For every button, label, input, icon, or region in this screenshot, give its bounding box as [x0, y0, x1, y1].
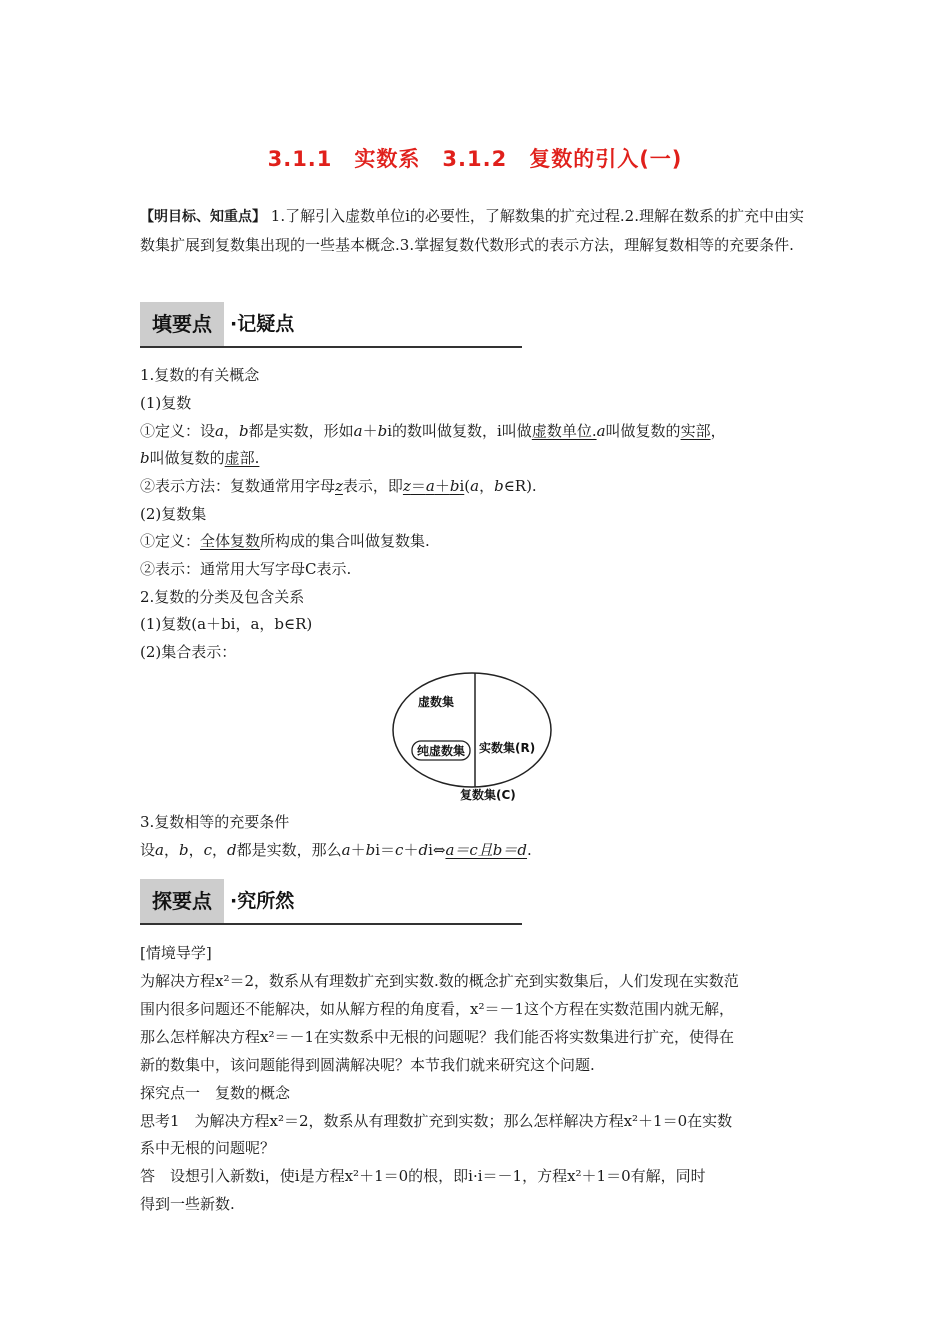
- think-1-line-1: 思考1 为解决方程x²＝2，数系从有理数扩充到实数；那么怎样解决方程x²＋1＝0在实数: [140, 1112, 733, 1130]
- heading-equality: 3.复数相等的充要条件: [140, 813, 290, 831]
- intro-line-4: 新的数集中，该问题能得到圆满解决呢？本节我们就来研究这个问题.: [140, 1056, 595, 1074]
- intro-line-2: 围内很多问题还不能解决，如从解方程的角度看，x²＝－1这个方程在实数范围内就无解，: [140, 1000, 735, 1018]
- subheading-complex: (1)复数: [140, 394, 192, 412]
- section-banner-label-2: 探要点: [140, 879, 224, 923]
- set-definition-line: ①定义：全体复数所构成的集合叫做复数集.: [140, 532, 430, 550]
- equality-line: 设a，b，c，d都是实数，那么a＋bi＝c＋di⇔a＝c且b＝d.: [140, 841, 532, 859]
- blank-imaginary-unit: 虚数单位.: [531, 422, 597, 440]
- venn-imaginary-label: 虚数集: [418, 695, 455, 709]
- classification-item-2: (2)集合表示：: [140, 643, 237, 661]
- exploration-point-1: 探究点一 复数的概念: [140, 1084, 291, 1102]
- heading-classification: 2.复数的分类及包含关系: [140, 588, 305, 606]
- think-1-line-2: 系中无根的问题呢？: [140, 1139, 276, 1157]
- subheading-complex-set: (2)复数集: [140, 505, 207, 523]
- section-banner-fill: [140, 302, 522, 348]
- intro-line-3: 那么怎样解决方程x²＝－1在实数系中无根的问题呢？我们能否将实数集进行扩充，使得在: [140, 1028, 735, 1046]
- answer-line-1: 答 设想引入新数i，使i是方程x²＋1＝0的根，即i·i＝－1，方程x²＋1＝0有解，同时: [140, 1167, 706, 1185]
- intro-tag: [情境导学]: [140, 944, 212, 962]
- blank-imaginary-part: 虚部.: [224, 449, 260, 467]
- venn-pure-imaginary-label: 纯虚数集: [417, 744, 466, 758]
- section-banner-fill-2: [140, 879, 522, 925]
- blank-algebraic-form: z＝a＋bi: [402, 477, 465, 495]
- set-representation-line: ②表示：通常用大写字母C表示.: [140, 560, 352, 578]
- intro-line-1: 为解决方程x²＝2，数系从有理数扩充到实数.数的概念扩充到实数集后，人们发现在实数范: [140, 972, 739, 990]
- heading-complex-concepts: 1.复数的有关概念: [140, 366, 260, 384]
- objectives-paragraph: [140, 202, 815, 259]
- complex-set-venn-diagram: [382, 670, 562, 810]
- page-title: 3.1.1 实数系 3.1.2 复数的引入(一): [267, 147, 683, 171]
- venn-complex-label: 复数集(C): [460, 788, 516, 802]
- definition-line-2: b叫做复数的虚部.: [140, 449, 260, 467]
- objectives-text: 1.了解引入虚数单位i的必要性，了解数集的扩充过程.2.理解在数系的扩充中由实数集扩展到复数集出现的一些基本概念.3.掌握复数代数形式的表示方法，理解复数相等的充要条件.: [140, 207, 804, 254]
- section-banner-label: 填要点: [140, 302, 224, 346]
- definition-line: ①定义：设a，b都是实数，形如a＋bi的数叫做复数，i叫做虚数单位.a叫做复数的实部，: [140, 422, 726, 440]
- objectives-tag: 【明目标、知重点】: [140, 209, 266, 225]
- classification-item-1: (1)复数(a＋bi，a，b∈R): [140, 615, 313, 633]
- blank-real-part: 实部: [680, 422, 711, 440]
- venn-real-label: 实数集(R): [479, 741, 536, 755]
- blank-equality-condition: a＝c且b＝d: [445, 841, 528, 859]
- blank-all-complex: 全体复数: [200, 532, 261, 550]
- answer-line-2: 得到一些新数.: [140, 1195, 235, 1213]
- venn-complex-ellipse: [393, 673, 551, 787]
- section-banner-sublabel: ·记疑点: [230, 313, 295, 335]
- blank-letter-z: z: [335, 477, 343, 495]
- representation-line: ②表示方法：复数通常用字母z表示，即z＝a＋bi(a，b∈R).: [140, 477, 537, 495]
- section-banner-sublabel-2: ·究所然: [230, 890, 295, 912]
